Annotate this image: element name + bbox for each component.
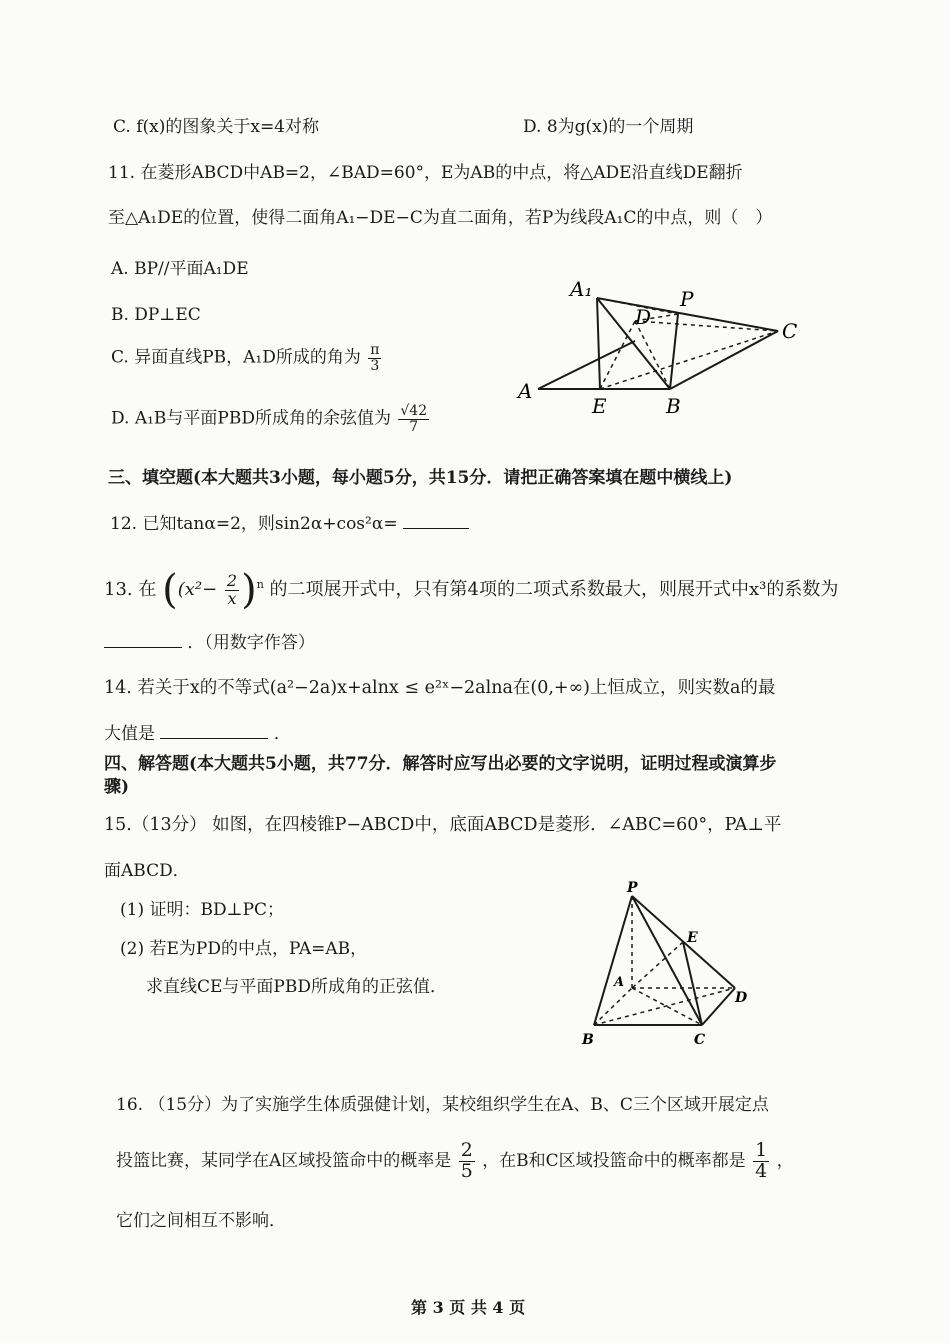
q16-line3: 它们之间相互不影响． bbox=[116, 1211, 286, 1231]
q15-figure bbox=[570, 878, 770, 1053]
q13-pre: 13. 在 bbox=[104, 579, 157, 600]
q11-option-c-fraction bbox=[368, 343, 381, 373]
fraction-numerator: 2 bbox=[226, 570, 238, 590]
q16-line2 bbox=[116, 1141, 794, 1182]
q15-part2b: 求直线CE与平面PBD所成角的正弦值． bbox=[146, 977, 447, 997]
q13-line1: 13. 在 ((x²− $\frac{2}{x}$ )$^n$ 的二项展开式中，只有第4项的二项式系数最大，则展开式中x³的系数为 bbox=[104, 567, 839, 613]
fraction-denominator: 4 bbox=[755, 1159, 768, 1182]
q11-option-a: A. BP//平面A₁DE bbox=[111, 259, 249, 279]
q11-option-b: B. DP⊥EC bbox=[111, 305, 201, 325]
section-4-title-line1: 四、解答题(本大题共5小题，共77分．解答时应写出必要的文字说明，证明过程或演算步 bbox=[104, 754, 777, 774]
fraction-numerator: 1 bbox=[755, 1139, 768, 1161]
q10-option-c: C. f(x)的图象关于x=4对称 bbox=[113, 117, 320, 137]
q16-line2-mid: ，在B和C区域投篮命中的概率都是 bbox=[482, 1151, 746, 1172]
label-c: C bbox=[694, 1032, 706, 1048]
q14-answer-blank[interactable] bbox=[160, 724, 268, 739]
label-b: B bbox=[582, 1032, 594, 1048]
section-3-title: 三、填空题(本大题共3小题，每小题5分，共15分．请把正确答案填在题中横线上) bbox=[108, 468, 733, 488]
fraction-denominator: x bbox=[227, 588, 237, 608]
q15-stem-line2: 面ABCD． bbox=[104, 861, 190, 881]
q12 bbox=[110, 514, 469, 534]
label-p: P bbox=[627, 880, 638, 896]
q11-option-c bbox=[111, 343, 383, 373]
q16-fraction-a bbox=[459, 1141, 475, 1182]
q16-line2-pre: 投篮比赛，某同学在A区域投篮命中的概率是 bbox=[116, 1151, 452, 1172]
label-a1: A₁ bbox=[570, 277, 593, 301]
label-p: P bbox=[680, 287, 694, 311]
q15-part1: (1) 证明：BD⊥PC； bbox=[120, 900, 285, 920]
q15-stem-line1: 15.（13分） 如图，在四棱锥P−ABCD中，底面ABCD是菱形．∠ABC=60°，PA⊥平 bbox=[104, 815, 782, 835]
fraction-numerator: π bbox=[370, 342, 380, 358]
q13-fraction bbox=[225, 570, 239, 608]
q13-post: 的二项展开式中，只有第4项的二项式系数最大，则展开式中x³的系数为 bbox=[269, 579, 839, 601]
fraction-numerator: 2 bbox=[460, 1139, 473, 1161]
fraction-numerator: √42 bbox=[400, 403, 428, 419]
q11-option-c-text: C. 异面直线PB，A₁D所成的角为 bbox=[111, 347, 361, 368]
q11-option-d bbox=[111, 404, 431, 434]
q14-line2-pre: 大值是 bbox=[104, 724, 155, 744]
label-d: D bbox=[635, 305, 652, 329]
label-a: A bbox=[518, 379, 533, 403]
q16-fraction-bc bbox=[753, 1141, 769, 1182]
label-d: D bbox=[735, 990, 748, 1006]
section-4-title-line2: 骤) bbox=[104, 777, 130, 797]
label-c: C bbox=[782, 319, 798, 343]
q11-option-d-text: D. A₁B与平面PBD所成角的余弦值为 bbox=[111, 408, 391, 429]
fraction-denominator: 5 bbox=[460, 1159, 473, 1182]
q11-stem-line1: 11. 在菱形ABCD中AB=2，∠BAD=60°，E为AB的中点，将△ADE沿直线DE翻折 bbox=[108, 163, 743, 183]
q16-line2-post: ， bbox=[776, 1151, 794, 1172]
q14-line2 bbox=[104, 724, 291, 744]
q10-option-d: D. 8为g(x)的一个周期 bbox=[523, 117, 694, 137]
label-a: A bbox=[614, 975, 625, 990]
q14-line2-post: ． bbox=[273, 724, 291, 744]
q12-answer-blank[interactable] bbox=[403, 514, 469, 529]
q12-text: 12. 已知tanα=2，则sin2α+cos²α= bbox=[110, 514, 398, 534]
q13-line2-text: ．（用数字作答） bbox=[187, 633, 315, 653]
q13-expr-pre: (x²− bbox=[177, 579, 218, 601]
label-e: E bbox=[687, 930, 698, 946]
q13-line2 bbox=[104, 633, 315, 653]
q13-answer-blank[interactable] bbox=[104, 633, 182, 648]
label-e: E bbox=[592, 394, 607, 416]
q11-figure bbox=[510, 276, 810, 416]
fraction-denominator: 3 bbox=[370, 357, 380, 374]
q11-stem-line2: 至△A₁DE的位置，使得二面角A₁−DE−C为直二面角，若P为线段A₁C的中点，则（ ） bbox=[108, 208, 773, 228]
q11-option-d-fraction bbox=[398, 404, 429, 434]
q15-part2: (2) 若E为PD的中点，PA=AB， bbox=[120, 939, 368, 959]
q14-line1: 14. 若关于x的不等式(a²−2a)x+alnx ≤ e²ˣ−2alna在(0,+∞)上恒成立，则实数a的最 bbox=[104, 678, 776, 698]
q16-line1: 16. （15分）为了实施学生体质强健计划，某校组织学生在A、B、C三个区域开展定点 bbox=[116, 1095, 769, 1115]
fraction-denominator: 7 bbox=[409, 418, 419, 435]
label-b: B bbox=[666, 394, 681, 416]
page-footer: 第 3 页 共 4 页 bbox=[411, 1298, 526, 1317]
